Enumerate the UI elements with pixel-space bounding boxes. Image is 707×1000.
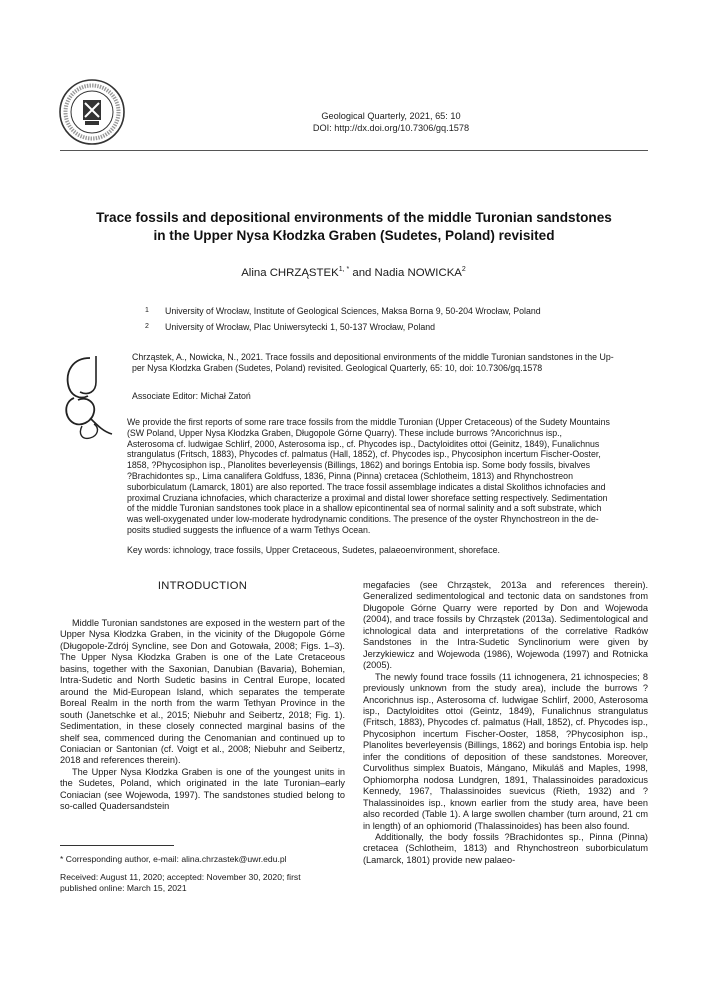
keywords: Key words: ichnology, trace fossils, Upper Cretaceous, Sudetes, palaeoenvironment, shoreface. [127,545,500,555]
abstract-line: (SW Poland, Upper Nysa Kłodzka Graben, Długopole Górne Quarry). These include burrows ?Ancorichnus isp., [127,427,563,438]
header-divider [60,150,648,151]
affiliation-2 [145,321,435,333]
authors-line [100,266,607,279]
abstract-line: of the middle Turonian sandstones took place in a shallow epicontinental sea of normal salinity and a soft substrate, which [127,503,602,514]
affiliation-1-text: University of Wrocław, Institute of Geological Sciences, Maksa Borna 9, 50-204 Wrocław, Poland [165,306,541,316]
citation-line-2: per Nysa Kłodzka Graben (Sudetes, Poland) revisited. Geological Quarterly, 65: 10, doi: 10.7306/gq.1578 [132,363,543,374]
body-paragraph: megafacies (see Chrząstek, 2013a and references therein). Generalized sedimentological and tectonic data on sandstones from Długopole Górne Quarry were reported by Don and Wojewoda (2004), and trace fossils by Chrząstek (2013a). Sedimentological and ichnological data and interpretations of the correlative Radków Sandstones in the Intra-Sudetic Synclinorium were given by Jerzykiewicz and Wojewoda (1986), Wojewoda (1997) and Rotnicka (2005). [363,580,648,671]
author-2-marker: 2 [461,266,466,273]
body-column-right [363,580,648,866]
abstract-line: Asterosoma cf. ludwigae Schlirf, 2000, Asterosoma isp., cf. Phycodes isp., Dactyloidites ottoi (Geinitz, 1849), Funalichnus [127,438,600,449]
abstract-line: suborbiculatum (Lamarck, 1801) are also reported. The trace fossil assemblage indicates a distal Skolithos ichnofacies and [127,481,606,492]
gq-monogram-logo [60,352,116,444]
title-line-1: Trace fossils and depositional environments of the middle Turonian sandstones [96,210,612,225]
section-heading-introduction: INTRODUCTION [157,580,248,592]
body-paragraph: The Upper Nysa Kłodzka Graben is one of the youngest units in the Sudetes, Poland, which originated in the late Turonian–early Coniacian (see Wojewoda, 1997). The sandstones studied belong to so-called Quadersandstein [60,766,345,812]
abstract [127,417,648,536]
associate-editor: Associate Editor: Michał Zatoń [132,391,251,401]
abstract-line: proximal Cruziana ichnofacies, which characterize a proximal and distal lower shoreface setting respectively. Sedimentation [127,492,608,503]
received-line-2: published online: March 15, 2021 [60,882,187,893]
affiliation-1-number: 1 [145,307,149,314]
body-column-left [60,618,345,813]
abstract-line: ?Brachidontes sp., Lima canalifera Goldfuss, 1836, Pinna (Pinna) cretacea (Schlotheim, 1813) and Rhynchostreon [127,470,573,481]
affiliation-1 [145,305,541,317]
body-paragraph: Additionally, the body fossils ?Brachidontes sp., Pinna (Pinna) cretacea (Schlotheim, 1813) and Rhynchostreon suborbiculatum (Lamarck, 1801) provide new palaeo- [363,831,648,865]
citation-line-1: Chrząstek, A., Nowicka, N., 2021. Trace fossils and depositional environments of the middle Turonian sandstones in the Up- [132,352,614,362]
author-1-marker: 1, * [338,266,350,273]
body-paragraph: Middle Turonian sandstones are exposed in the western part of the Upper Nysa Kłodzka Graben, in the vicinity of the Długopole Górne (Długopole-Zdrój Syncline, see Don and Gotowała, 2008; Figs. 1–3). The Upper Nysa Kłodzka Graben is one of the Late Cretaceous basins, together with the Saxonian, Danubian (Bavaria), Bohemian, Intra-Sudetic and North Sudetic basins in Central Europe, located around the Mid-European Island, which separates the temperate Boreal Realm in the north from the warm Tethyan Province in the south (Janetschke et al., 2015; Niebuhr and Seibertz, 2018; Fig. 1). Sedimentation, in these closely connected marginal basins of the shelf sea, commenced during the Cenomanian and continued up to Coniacian or Santonian (cf. Voigt et al., 2008; Niebuhr and Seibertz, 2018 and references therein). [60,618,345,766]
journal-citation-line: Geological Quarterly, 2021, 65: 10 [321,111,461,121]
article-title [70,209,638,244]
abstract-line: We provide the first reports of some rare trace fossils from the middle Turonian (Upper Cretaceous) of the Sudety Mountains [127,417,610,427]
received-line-1: Received: August 11, 2020; accepted: November 30, 2020; first [60,872,301,882]
pgi-seal-logo [58,78,126,146]
footnote-divider [60,845,174,846]
abstract-line: was well-oxygenated under low-moderate hydrodynamic conditions. The presence of the oyster Rhynchostreon in the de- [127,514,599,525]
author-joiner: and Nadia NOWICKA [349,266,462,279]
abstract-line: strangulatus (Fritsch, 1883), Phycodes cf. palmatus (Hall, 1852), cf. Phycodes isp., Phycosiphon incertum Fischer-Ooster, [127,449,601,460]
author-1: Alina CHRZĄSTEK [241,266,339,279]
title-line-2: in the Upper Nysa Kłodzka Graben (Sudetes, Poland) revisited [153,227,555,243]
doi-line[interactable]: DOI: http://dx.doi.org/10.7306/gq.1578 [312,122,470,133]
journal-info [200,111,582,135]
affiliation-2-number: 2 [145,323,149,330]
abstract-line: 1858, ?Phycosiphon isp., Planolites beverleyensis (Billings, 1862) and borings Entobia isp. Some body fossils, bivalves [127,460,591,471]
received-dates [60,872,345,894]
article-citation [132,352,648,375]
abstract-line: posits studied suggests the influence of a warm Tethys Ocean. [127,524,371,535]
affiliation-2-text: University of Wrocław, Plac Uniwersytecki 1, 50-137 Wrocław, Poland [165,322,436,332]
body-paragraph: The newly found trace fossils (11 ichnogenera, 21 ichnospecies; 8 previously unknown from the study area), include the burrows ?Ancorichnus isp., Asterosoma cf. ludwigae Schlirf, 2000, Asterosoma isp., Dactyloidites ottoi (Geintz, 1849), Funalichnus strangulatus (Fritsch, 1883), Phycodes cf. palmatus (Hall, 1852), cf. Phycodes isp., Phycosiphon incertum Fischer-Ooster, 1858, ?Phycosiphon isp., Planolites beverleyensis (Billings, 1862) and borings Entobia isp. help infer the conditions of deposition of these sandstones. Moreover, Curvolithus simplex Buatois, Mángano, Mikuláš and Maples, 1998, Ophiomorpha nodosa Lundgren, 1891, Thalassinoides paradoxicus Kennedy, 1967, Thalassinoides suevicus (Rieth, 1932) and ?Thalassinoides isp., known earlier from the study area, have been also recorded (Table 1). A large swollen chamber (turn around, 21 cm in length) of an ophiomorid (Thalassinoides) has been also found. [363,671,648,831]
corresponding-author-note: * Corresponding author, e-mail: alina.chrzastek@uwr.edu.pl [60,854,287,864]
